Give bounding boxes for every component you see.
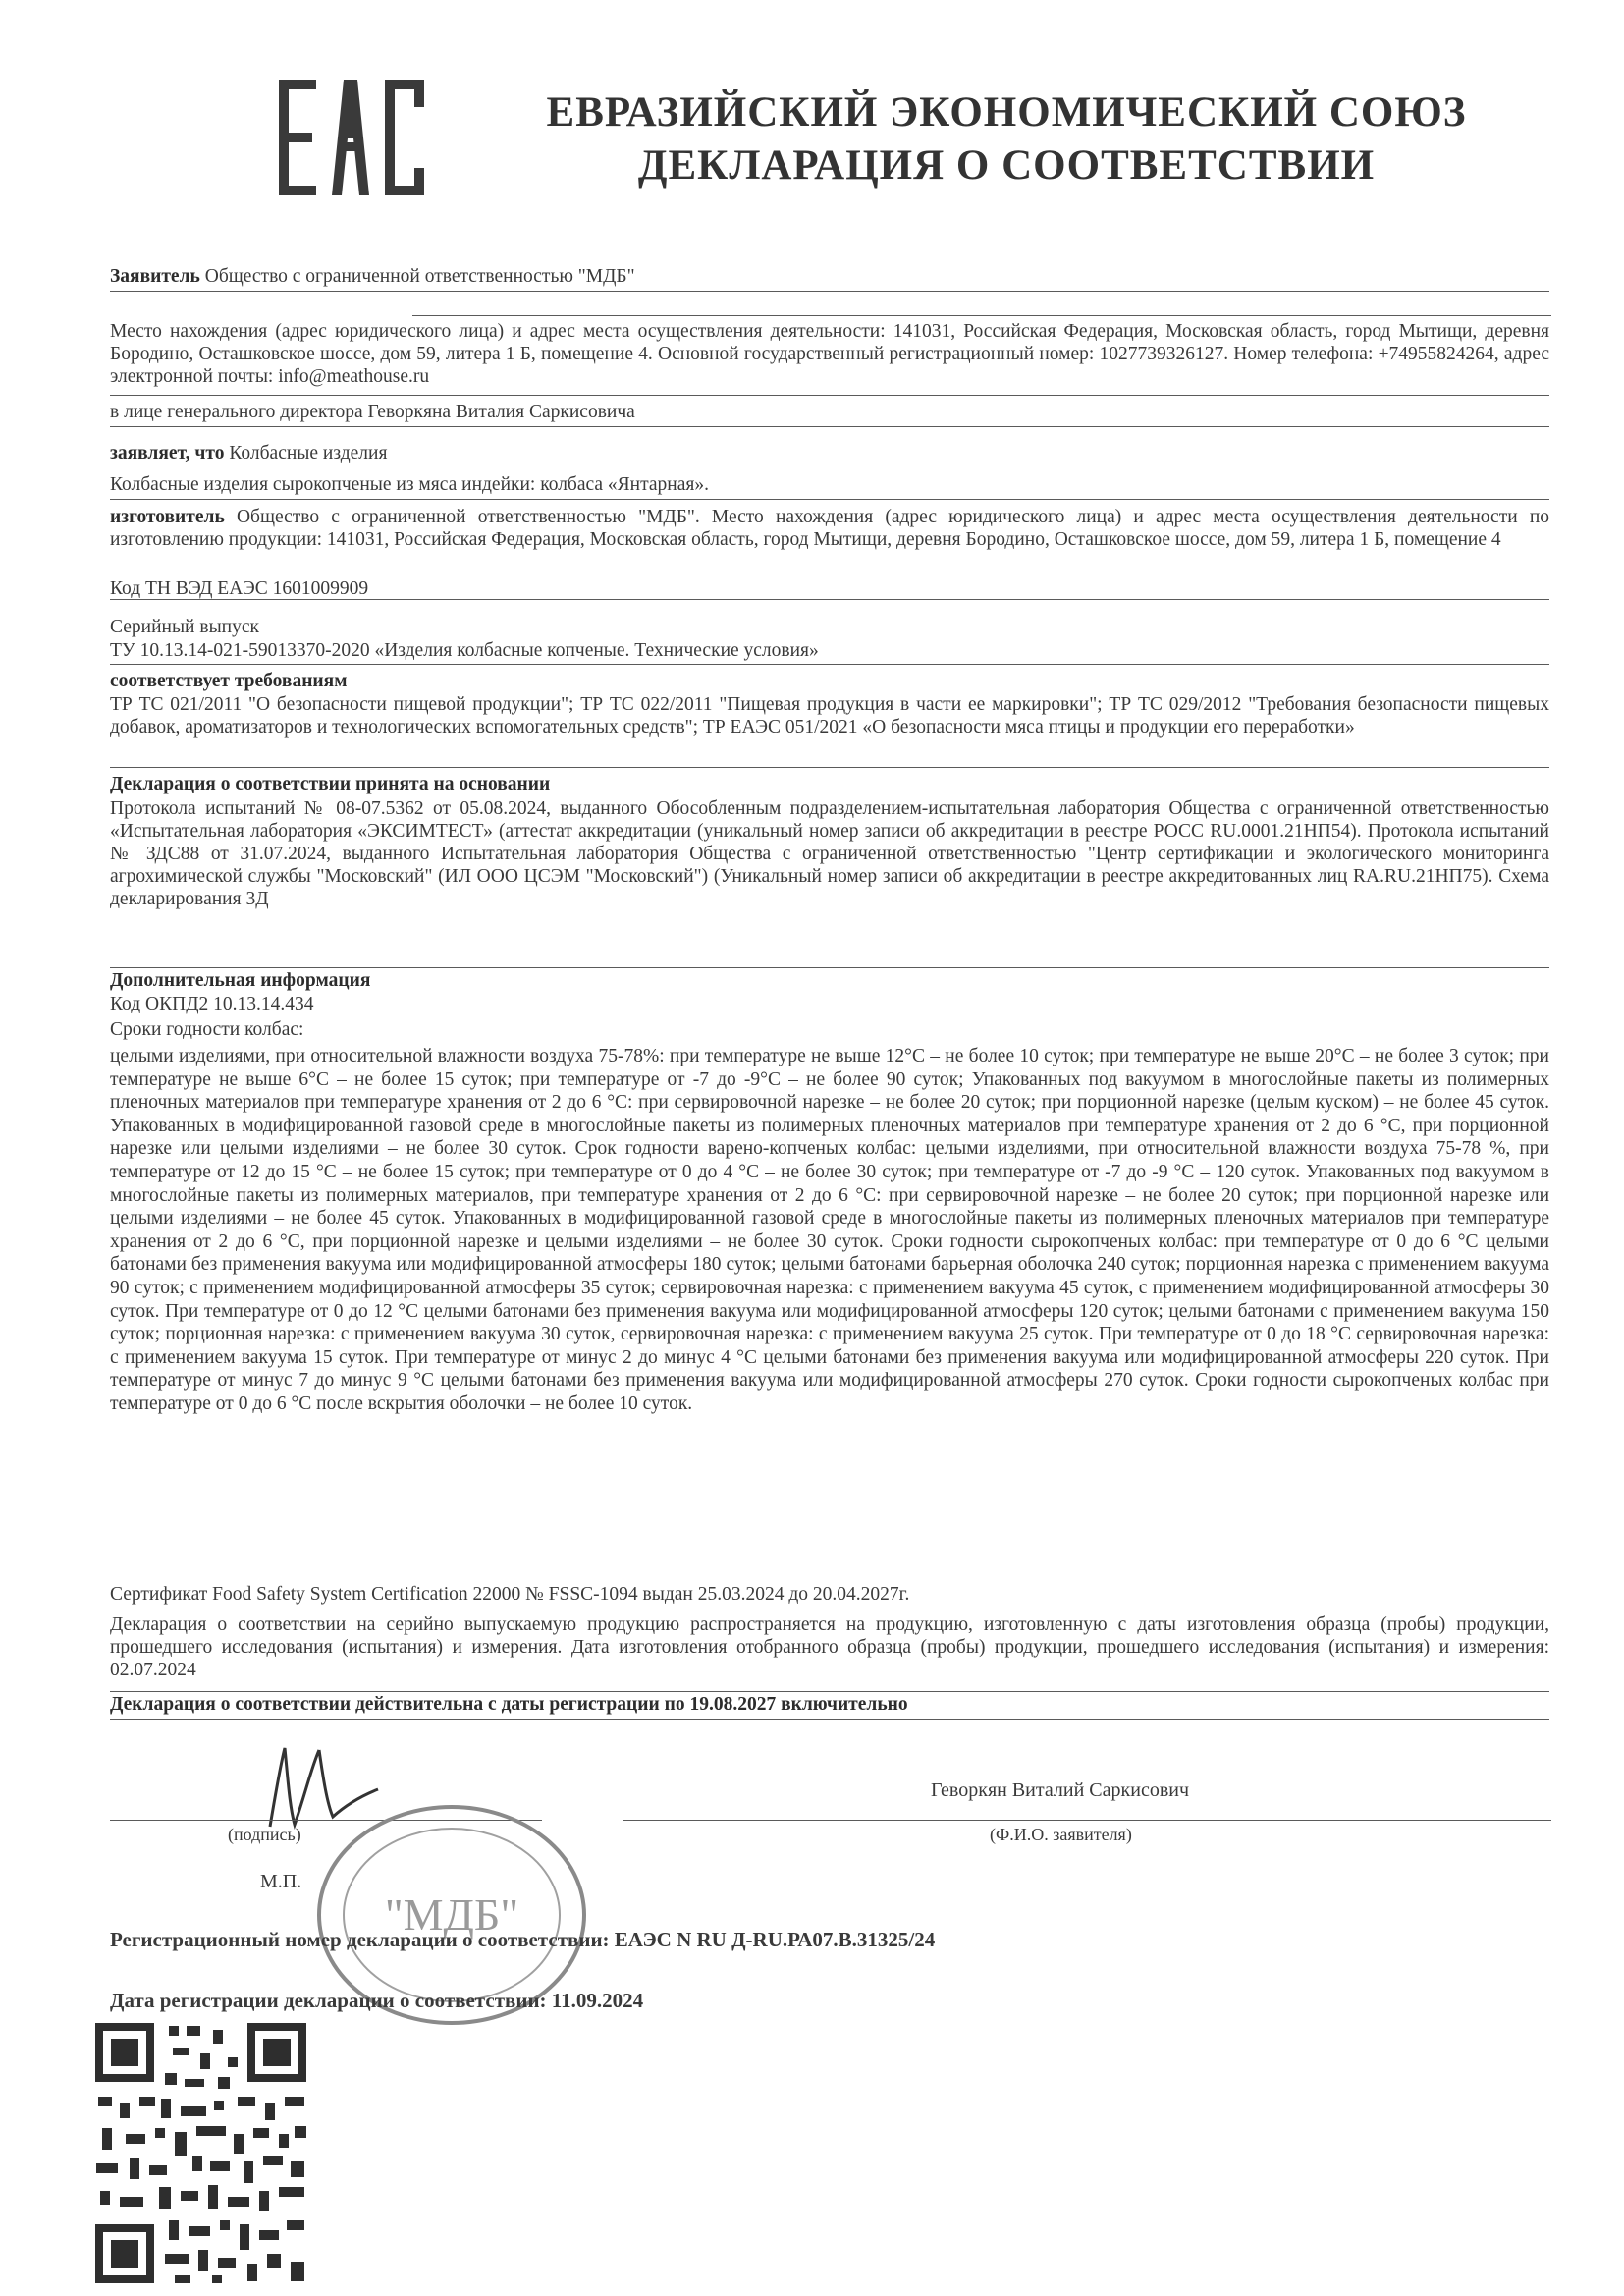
- conforms-label: соответствует требованиям: [110, 671, 348, 691]
- name-caption: (Ф.И.О. заявителя): [990, 1825, 1132, 1844]
- divider: [412, 315, 1551, 316]
- divider: [110, 967, 1549, 968]
- manufacturer-label: изготовитель: [110, 507, 225, 527]
- eac-logo-icon: [275, 74, 432, 201]
- signature-caption: (подпись): [228, 1825, 301, 1844]
- divider: [110, 291, 1549, 292]
- name-line: [623, 1820, 1551, 1821]
- divider: [110, 395, 1549, 396]
- serial-release: Серийный выпуск: [110, 617, 259, 637]
- applicant-director: в лице генерального директора Геворкяна Виталия Саркисовича: [110, 402, 635, 422]
- divider: [110, 767, 1549, 768]
- validity: Декларация о соответствии действительна с даты регистрации по 19.08.2027 включительно: [110, 1694, 908, 1715]
- applicant-name: Геворкян Виталий Саркисович: [931, 1779, 1190, 1801]
- manufacturer-value: Общество с ограниченной ответственностью "МДБ". Место нахождения (адрес юридического лица) и адрес места осуществления деятельности по изготовлению продукции: 141031, Российская Федерация, Московская область, город Мытищи, деревня Бородино, Осташковское шоссе, дом 59, литера 1 Б, помещение 4: [110, 507, 1549, 550]
- fssc-certificate: Сертификат Food Safety System Certification 22000 № FSSC-1094 выдан 25.03.2024 до 20.04.2027г.: [110, 1584, 910, 1605]
- divider: [110, 499, 1549, 500]
- divider: [110, 1719, 1549, 1720]
- divider: [110, 1691, 1549, 1692]
- declares-row: [110, 442, 1549, 465]
- divider: [110, 599, 1549, 600]
- shelf-life-text: целыми изделиями, при относительной влажности воздуха 75-78%: при температуре не выше 12°С – не более 10 суток; при температуре не выше 20°С – не более 3 суток; при температуре не выше 6°С – не более 15 суток; при температуре от -7 до -9°С – не более 90 суток; Упакованных под вакуумом в многослойные пакеты из полимерных пленочных материалов при температуре хранения от 2 до 6 °С: при сервировочной нарезке – не более 20 суток; при порционной нарезке (целым куском) – не более 45 суток. Упакованных в модифицированной газовой среде в многослойные пакеты из полимерных пленочных материалов при температуре хранения от 2 до 6 °С, при порционной нарезке или целыми изделиями – не более 30 суток. Срок годности варено-копченых колбас: целыми изделиями, при относительной влажности воздуха 75-78 %, при температуре от 12 до 15 °С – не более 15 суток; при температуре от 0 до 4 °С – не более 30 суток; при температуре от -7 до -9 °С – 120 суток. Упакованных под вакуумом в многослойные пакеты из полимерных материалов, при температуре хранения от 2 до 6 °С: при сервировочной нарезке – не более 20 суток; при порционной нарезке или целыми изделиями – не более 45 суток. Упакованных в модифицированной газовой среде в многослойные пакеты из полимерных пленочных материалов при температуре хранения от 2 до 6 °С, при порционной нарезке и целыми изделиями – не более 30 суток. Сроки годности сырокопченых колбас: при температуре от 0 до 6 °С целыми батонами без применения вакуума или модифицированной атмосферы 180 суток; целыми батонами барьерная оболочка 240 суток; порционная нарезка с применением вакуума 90 суток; с применением модифицированной атмосферы 35 суток; сервировочная нарезка: с применением вакуума 45 суток, с применением модифицированной атмосферы 30 суток. При температуре от 0 до 12 °С целыми батонами без применения вакуума или модифицированной атмосферы 120 суток; целыми батонами с применением вакуума 150 суток; порционная нарезка: с применением вакуума 30 суток, сервировочная нарезка: с применением вакуума 25 суток. При температуре от 0 до 18 °С сервировочная нарезка: с применением вакуума 15 суток. При температуре от минус 2 до минус 4 °С целыми батонами без применения вакуума или модифицированной атмосферы 220 суток. При температуре от минус 7 до минус 9 °С целыми батонами без применения вакуума или модифицированной атмосферы 270 суток. Сроки годности сырокопченых колбас при температуре от 0 до 6 °С после вскрытия оболочки – не более 10 суток.: [110, 1046, 1549, 1414]
- conforms-value: ТР ТС 021/2011 "О безопасности пищевой продукции"; ТР ТС 022/2011 "Пищевая продукция в части ее маркировки"; ТР ТС 029/2012 "Требования безопасности пищевых добавок, ароматизаторов и технологических вспомогательных средств"; ТР ЕАЭС 051/2021 «О безопасности мяса птицы и продукции его переработки»: [110, 694, 1549, 738]
- okpd-code: Код ОКПД2 10.13.14.434: [110, 994, 314, 1014]
- divider: [110, 664, 1549, 665]
- declares-label: заявляет, что: [110, 443, 225, 464]
- divider: [110, 426, 1549, 427]
- tech-spec: ТУ 10.13.14-021-59013370-2020 «Изделия колбасные копченые. Технические условия»: [110, 640, 819, 661]
- qr-code-icon[interactable]: [90, 2018, 311, 2288]
- registration-date: Дата регистрации декларации о соответствии: 11.09.2024: [110, 1989, 644, 2012]
- product-name: Колбасные изделия сырокопченые из мяса индейки: колбаса «Янтарная».: [110, 474, 709, 495]
- tnved-code: Код ТН ВЭД ЕАЭС 1601009909: [110, 578, 369, 599]
- basis-label: Декларация о соответствии принята на основании: [110, 774, 551, 794]
- applicant-address: Место нахождения (адрес юридического лица) и адрес места осуществления деятельности: 141031, Российская Федерация, Московская область, город Мытищи, деревня Бородино, Осташковское шоссе, дом 59, литера 1 Б, помещение 4. Основной государственный регистрационный номер: 1027739326127. Номер телефона: +74955824264, адрес электронной почты: info@meathouse.ru: [110, 321, 1549, 387]
- union-name: ЕВРАЗИЙСКИЙ ЭКОНОМИЧЕСКИЙ СОЮЗ: [546, 89, 1467, 136]
- svg-text:"МДБ": "МДБ": [384, 1889, 519, 1940]
- doc-type: ДЕКЛАРАЦИЯ О СООТВЕТСТВИИ: [637, 142, 1376, 189]
- declares-value: Колбасные изделия: [229, 443, 388, 464]
- additional-label: Дополнительная информация: [110, 970, 371, 991]
- document-title: [461, 86, 1551, 192]
- mp-label: М.П.: [260, 1871, 302, 1892]
- basis-value: Протокола испытаний № 08-07.5362 от 05.08.2024, выданного Обособленным подразделением-испытательная лаборатория Общества с ограниченной ответственностью «Испытательная лаборатория «ЭКСИМТЕСТ» (аттестат аккредитации (уникальный номер записи об аккредитации в реестре РОСС RU.0001.21НП54). Протокола испытаний № ЗДС88 от 31.07.2024, выданного Испытательная лаборатория Общества с ограниченной ответственностью "Центр сертификации и экологического мониторинга агрохимической службы "Московский" (ИЛ ООО ЦСЭМ "Московский") (Уникальный номер записи об аккредитации в реестре аккредитованных лиц RA.RU.21НП75). Схема декларирования 3Д: [110, 798, 1549, 909]
- manufacturer-row: [110, 506, 1549, 551]
- shelf-life-title: Сроки годности колбас:: [110, 1019, 304, 1040]
- applicant-row: [110, 265, 1549, 288]
- serial-note: Декларация о соответствии на серийно выпускаемую продукцию распространяется на продукцию, изготовленную с даты изготовления образца (пробы) продукции, прошедшего исследования (испытания) и измерения. Дата изготовления отобранного образца (пробы) продукции, прошедшего исследования (испытания) и измерения: 02.07.2024: [110, 1614, 1549, 1680]
- applicant-value: Общество с ограниченной ответственностью "МДБ": [204, 266, 635, 287]
- registration-number: Регистрационный номер декларации о соответствии: ЕАЭС N RU Д-RU.РА07.В.31325/24: [110, 1928, 936, 1951]
- applicant-label: Заявитель: [110, 266, 200, 287]
